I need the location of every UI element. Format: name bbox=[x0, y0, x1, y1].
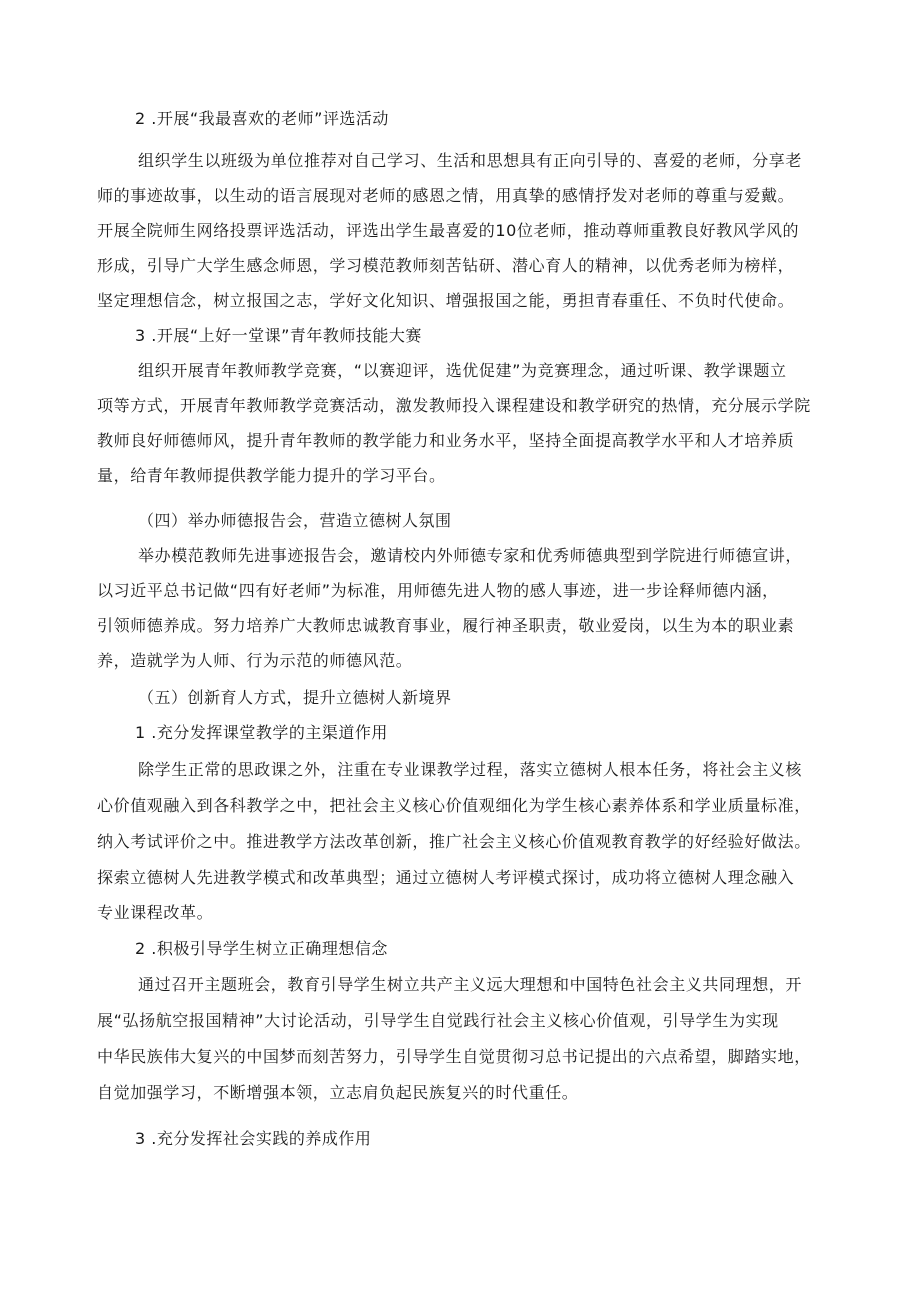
section-heading: 2 .积极引导学生树立正确理想信念 bbox=[135, 939, 388, 958]
paragraph-line: 探索立德树人先进教学模式和改革典型；通过立德树人考评模式探讨，成功将立德树人理念融入 bbox=[97, 868, 795, 887]
paragraph-line: 形成，引导广大学生感念师恩，学习模范教师刻苦钻研、潜心育人的精神，以优秀老师为榜样， bbox=[97, 256, 795, 275]
section-heading: 2 .开展“我最喜欢的老师”评选活动 bbox=[135, 109, 389, 128]
paragraph-line: 组织学生以班级为单位推荐对自己学习、生活和思想具有正向引导的、喜爱的老师，分享老 bbox=[138, 151, 803, 170]
paragraph-line: 专业课程改革。 bbox=[97, 903, 214, 922]
paragraph-line: 中华民族伟大复兴的中国梦而刻苦努力，引导学生自觉贯彻习总书记提出的六点希望，脚踏实地， bbox=[97, 1047, 811, 1066]
paragraph-line: 量，给青年教师提供教学能力提升的学习平台。 bbox=[97, 466, 446, 485]
paragraph-line: 展“弘扬航空报国精神”大讨论活动，引导学生自觉践行社会主义核心价值观，引导学生为实现 bbox=[97, 1011, 779, 1030]
paragraph-line: 师的事迹故事，以生动的语言展现对老师的感恩之情，用真挚的感情抒发对老师的尊重与爱戴。 bbox=[97, 186, 795, 205]
section-heading: （四）举办师德报告会，营造立德树人氛围 bbox=[138, 511, 452, 530]
paragraph-line: 纳入考试评价之中。推进教学方法改革创新，推广社会主义核心价值观教育教学的好经验好做法。 bbox=[97, 832, 811, 851]
paragraph-line: 自觉加强学习，不断增强本领，立志肩负起民族复兴的时代重任。 bbox=[97, 1083, 579, 1102]
paragraph-line: 举办模范教师先进事迹报告会，邀请校内外师德专家和优秀师德典型到学院进行师德宣讲， bbox=[138, 546, 803, 565]
paragraph-line: 心价值观融入到各科教学之中，把社会主义核心价值观细化为学生核心素养体系和学业质量标准， bbox=[97, 796, 811, 815]
paragraph-line: 通过召开主题班会，教育引导学生树立共产主义远大理想和中国特色社会主义共同理想，开 bbox=[138, 975, 803, 994]
paragraph-line: 引领师德养成。努力培养广大教师忠诚教育事业，履行神圣职责，敬业爱岗，以生为本的职业素 bbox=[97, 616, 795, 635]
paragraph-line: 以习近平总书记做“四有好老师”为标准，用师德先进人物的感人事迹，进一步诠释师德内涵， bbox=[97, 581, 779, 600]
section-heading: 3 .充分发挥社会实践的养成作用 bbox=[135, 1129, 372, 1148]
section-heading: 3 .开展“上好一堂课”青年教师技能大赛 bbox=[135, 326, 422, 345]
paragraph-line: 坚定理想信念，树立报国之志，学好文化知识、增强报国之能，勇担青春重任、不负时代使命。 bbox=[97, 291, 795, 310]
section-heading: （五）创新育人方式，提升立德树人新境界 bbox=[138, 688, 452, 707]
section-heading: 1 .充分发挥课堂教学的主渠道作用 bbox=[135, 723, 388, 742]
paragraph-line: 组织开展青年教师教学竞赛，“以赛迎评，选优促建”为竞赛理念，通过听课、教学课题立 bbox=[138, 361, 787, 380]
paragraph-line: 教师良好师德师风，提升青年教师的教学能力和业务水平，坚持全面提高教学水平和人才培养质 bbox=[97, 431, 795, 450]
paragraph-line: 养，造就学为人师、行为示范的师德风范。 bbox=[97, 651, 413, 670]
paragraph-line: 项等方式，开展青年教师教学竞赛活动，激发教师投入课程建设和教学研究的热情，充分展示学院 bbox=[97, 396, 811, 415]
paragraph-line: 除学生正常的思政课之外，注重在专业课教学过程，落实立德树人根本任务，将社会主义核 bbox=[138, 760, 803, 779]
paragraph-line: 开展全院师生网络投票评选活动，评选出学生最喜爱的10位老师，推动尊师重教良好教风学风的 bbox=[97, 221, 800, 240]
